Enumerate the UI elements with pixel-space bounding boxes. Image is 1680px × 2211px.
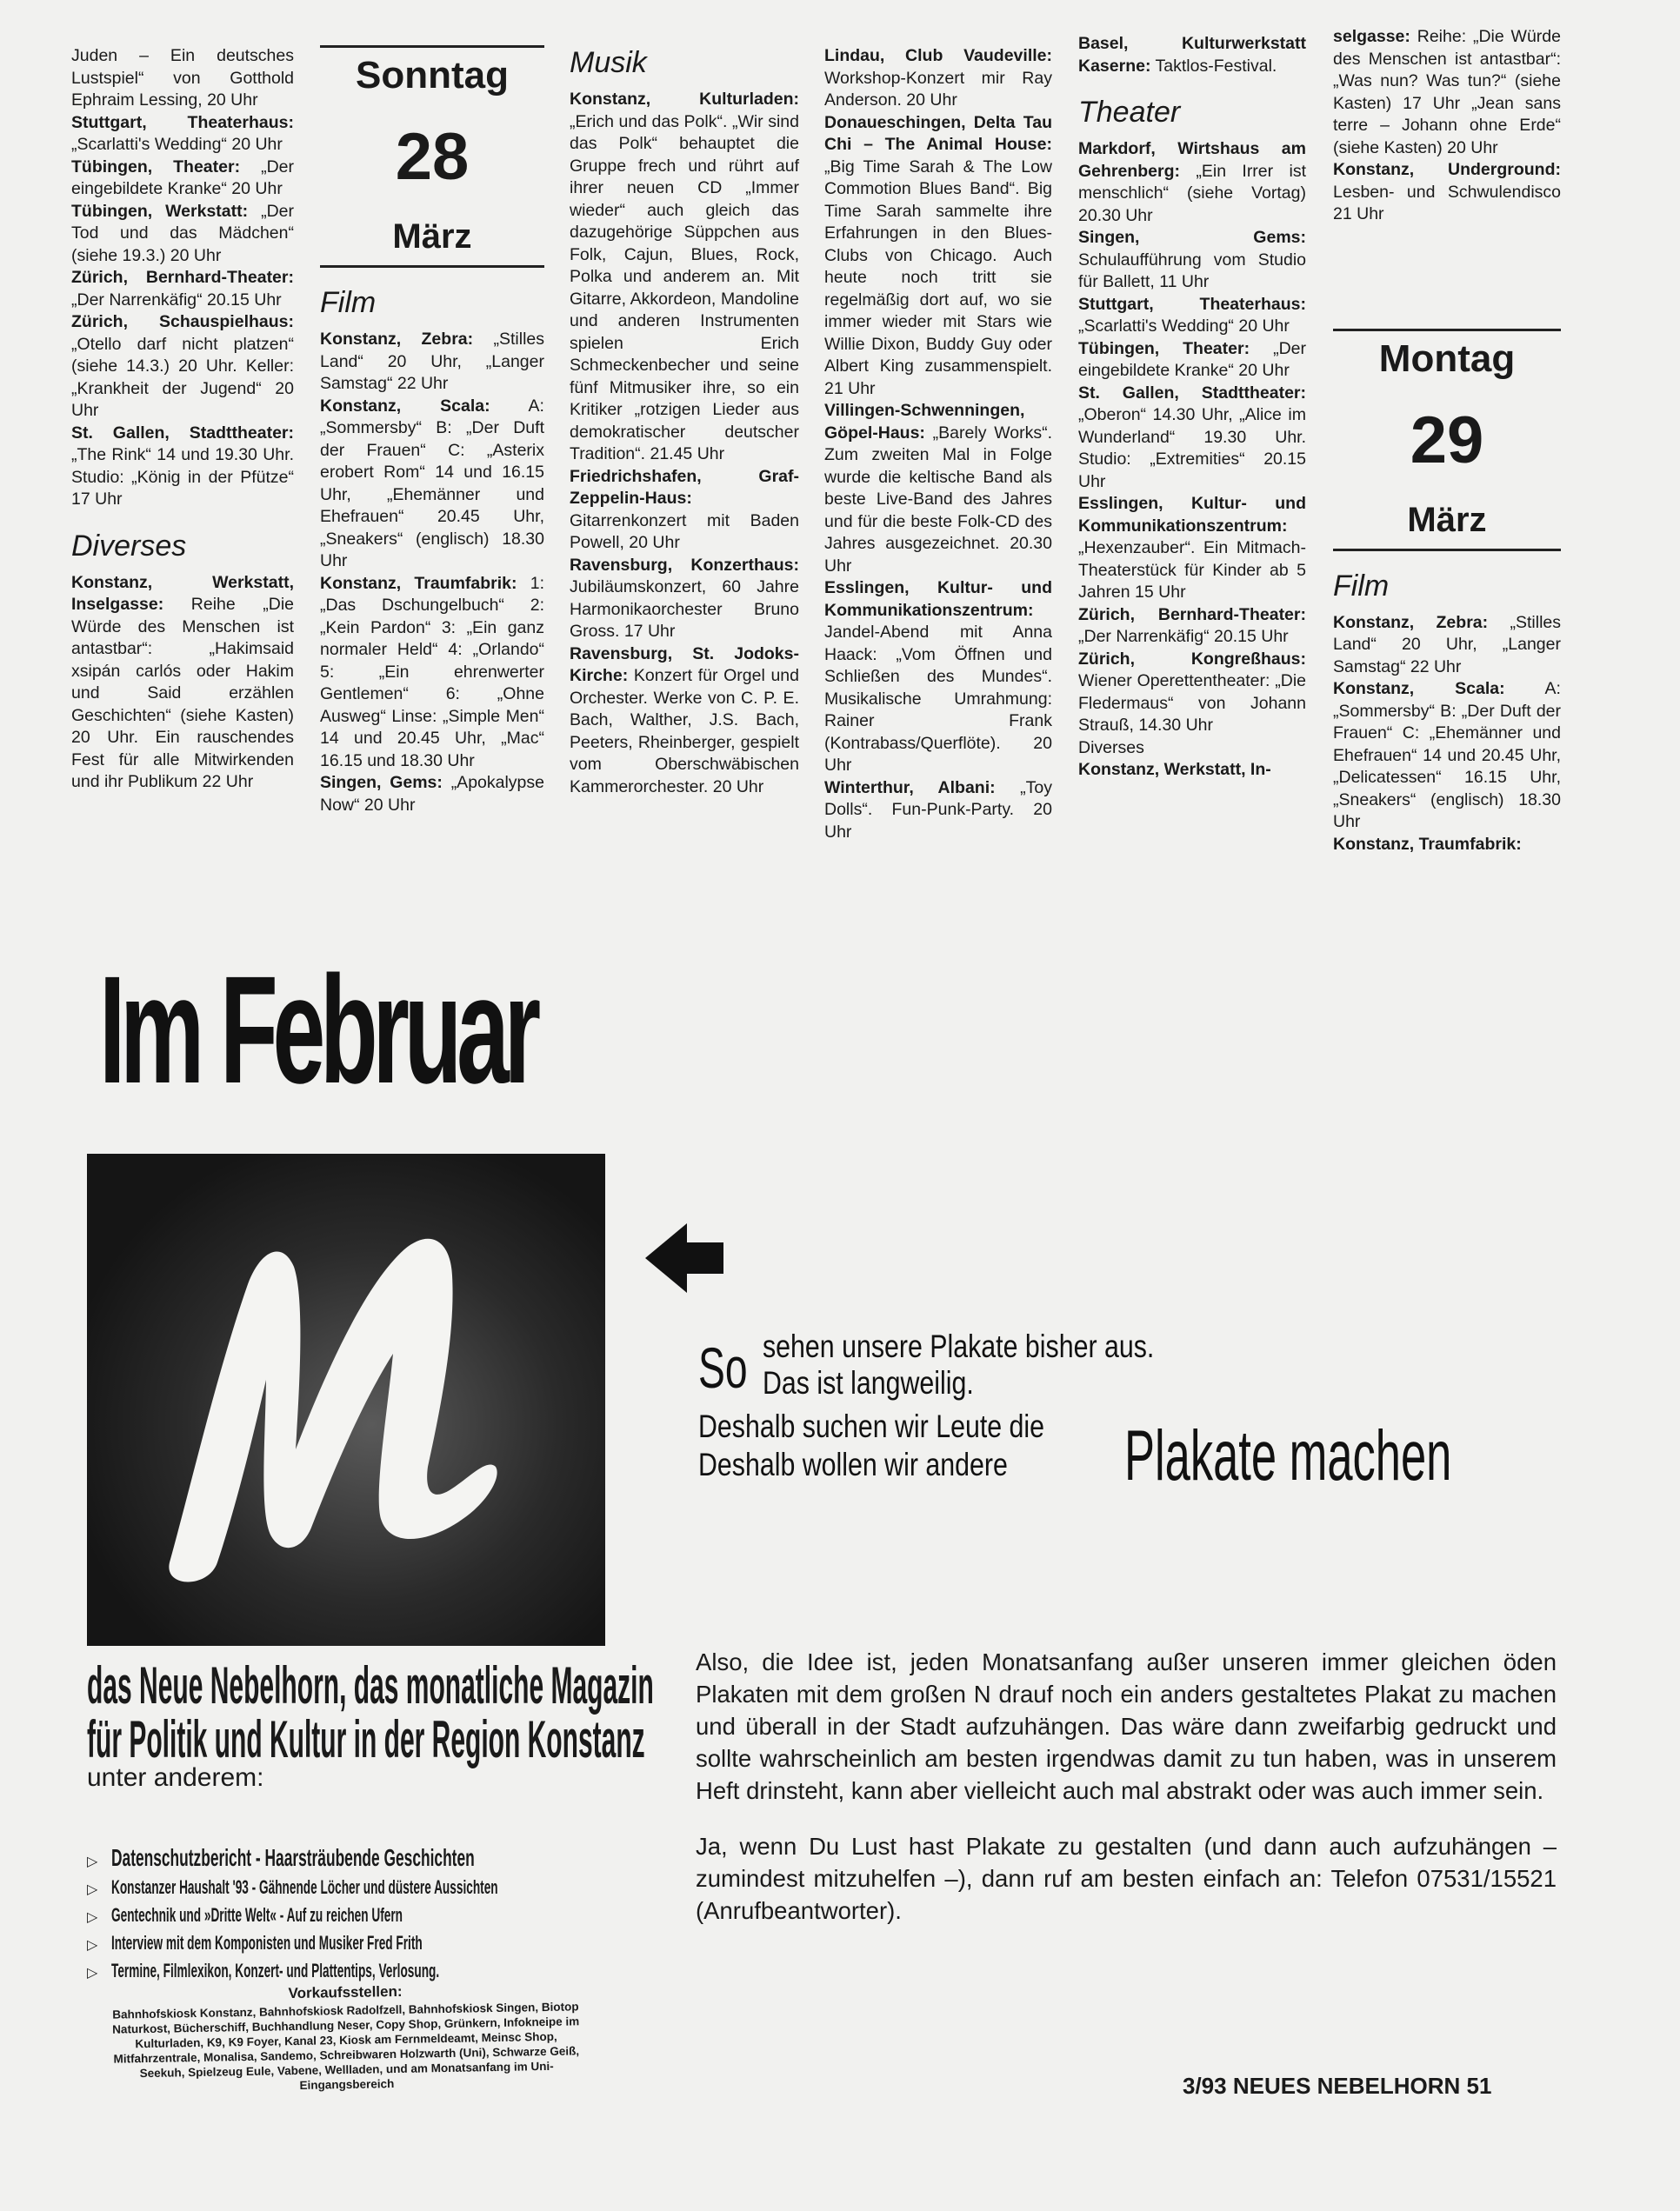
article-text [696,1646,1557,1950]
list-item: ▷ Interview mit dem Komponisten und Musiker Fred Frith [87,1930,626,1958]
listing-entry: Konstanz, Kulturladen: „Erich und das Polk“. „Wir sind das Polk“ behauptet die Gruppe frech und rührt auf ihrer neuen CD „Immer wieder“ auch gleich das dazugehörige Süppchen aus Folk, Cajun, Blues, Rock, Polka und anderem an. Mit Gitarre, Akkordeon, Mandoline und anderen Instrumenten spielen Erich Schmeckenbecher und seine fünf Mitmusiker ihre, so ein Kritiker „rotzigen Lieder aus demokratischer deutscher Tradition“. 21.45 Uhr [570,90,799,463]
sales-points-heading: Vorkaufsstellen: [288,1982,403,2002]
sales-points-list: Bahnhofskiosk Konstanz, Bahnhofskiosk Radolfzell, Bahnhofskiosk Singen, Biotop Naturkost, Bücherschiff, Buchhandlung Neser, Copy Shop, Grünkern, Infokneipe im Kulturladen, K9, K9 Foyer, Kanal 23, Kiosk am Fernmeldeamt, Meinsc Shop, Mitfahrzentrale, Monalisa, Sandemo, Schreibwaren Holzwarth (Uni), Schwarze Geiß, Seekuh, Spielzeug Eule, Vabene, Wellladen, und am Monatsanfang im Uni-Eingangsbereich [112,2000,580,2092]
magazine-subtitle: unter anderem: [87,1763,264,1792]
triangle-bullet-icon: ▷ [87,1882,98,1897]
listing-entry: Konstanz, Werkstatt, In- [1078,760,1271,779]
slogan-line: sehen unsere Plakate bisher aus. [763,1329,1155,1364]
triangle-bullet-icon: ▷ [87,1966,98,1981]
section-heading-diverses: Diverses [71,529,187,563]
listing-entry: Konstanz, Scala: A: „Sommersby“ B: „Der Duft der Frauen“ C: „Ehemänner und Ehefrauen“ 14 und 20.45 Uhr, „Delicatessen“ 16.15 Uhr, „Sneakers“ (englisch) 18.30 Uhr [1333,679,1561,831]
listing-entry: Singen, Gems: Schulaufführung vom Studio für Ballett, 11 Uhr [1078,228,1306,291]
listing-entry: Esslingen, Kultur- und Kommunikationszentrum: Jandel-Abend mit Anna Haack: „Vom Öffnen und Schließen des Mundes“. Musikalische Umrahmung: Rainer Frank (Kontrabass/Querflöte). 20 Uhr [824,578,1052,775]
listing-entry: Zürich, Bernhard-Theater: „Der Narrenkäfig“ 20.15 Uhr [1078,604,1306,646]
month-label: März [392,217,472,256]
slogan-so: So [698,1335,748,1400]
weekday-label: Montag [1378,336,1516,380]
listing-entry: Konstanz, Traumfabrik: 1: „Das Dschungelbuch“ 2: „Kein Pardon“ 3: „Ein ganz normaler Held“ 4: „Orlando“ 5: „Ein ehrenwerter Gentlemen“ 6: „Ohne Ausweg“ Linse: „Simple Men“ 14 und 20.45 Uhr, „Mac“ 16.15 und 18.30 Uhr [320,573,545,770]
listing-entry: Lindau, Club Vaudeville: Workshop-Konzert mir Ray Anderson. 20 Uhr [824,46,1052,110]
listing-entry: Konstanz, Zebra: „Stilles Land“ 20 Uhr, „Langer Samstag“ 22 Uhr [320,330,544,393]
listing-entry: Ravensburg, Konzerthaus: Jubiläumskonzert, 60 Jahre Harmonikaorchester Bruno Gross. 17 Uhr [570,555,799,641]
slogan-big: Plakate machen [1124,1416,1452,1495]
listing-column-4 [824,45,1052,843]
listing-entry: Juden – Ein deutsches Lustspiel“ von Gotthold Ephraim Lessing, 20 Uhr [71,46,294,110]
slogan-line: Das ist langweilig. [763,1365,974,1401]
listing-entry: Konstanz, Traumfabrik: [1333,834,1522,854]
section-heading-musik: Musik [570,46,647,79]
listing-entry: Zürich, Kongreßhaus: Wiener Operettentheater: „Die Fledermaus“ von Johann Strauß, 14.30 Uhr [1078,649,1306,735]
list-item: ▷ Datenschutzbericht - Haarsträubende Geschichten [87,1845,626,1875]
weekday-label: Sonntag [356,54,509,97]
listing-entry: Tübingen, Werkstatt: „Der Tod und das Mädchen“ (siehe 19.3.) 20 Uhr [71,201,294,265]
sales-points [102,1981,590,2096]
list-item: ▷ Gentechnik und »Dritte Welt« - Auf zu reichen Ufern [87,1902,626,1930]
listing-entry: Konstanz, Zebra: „Stilles Land“ 20 Uhr, „Langer Samstag“ 22 Uhr [1333,612,1561,676]
listing-entry: Diverses [1078,737,1144,757]
listing-entry: Singen, Gems: „Apokalypse Now“ 20 Uhr [320,773,544,815]
triangle-bullet-icon: ▷ [87,1910,98,1925]
day-number: 28 [395,120,470,194]
poster-image [87,1154,605,1646]
listing-column-3 [570,45,799,798]
listing-column-5 [1078,33,1306,782]
listing-entry: Winterthur, Albani: „Toy Dolls“. Fun-Punk-Party. 20 Uhr [824,777,1052,842]
article-paragraph: Also, die Idee ist, jeden Monatsanfang außer unseren immer gleichen öden Plakaten mit dem großen N drauf noch ein anders gestaltetes Plakat zu machen und überall in der Stadt aufzuhängen. Das wäre dann zweifarbig gedruckt und sollte wahrscheinlich am besten irgendwas damit zu tun haben, was in unserem Heft drinsteht, kann aber vielleicht auch mal abstrakt oder was auch immer sein. [696,1648,1557,1804]
date-box-monday [1333,329,1561,551]
section-heading-film: Film [320,286,377,319]
list-item: ▷ Konstanzer Haushalt '93 - Gähnende Löcher und düstere Aussichten [87,1875,626,1902]
listing-entry: Stuttgart, Theaterhaus: „Scarlatti's Wedding“ 20 Uhr [71,112,294,154]
date-box-sunday [320,45,544,268]
listing-entry: Konstanz, Underground: Lesben- und Schwulendisco 21 Uhr [1333,160,1561,223]
month-label: März [1407,500,1487,539]
magazine-ad [87,1656,654,1986]
listing-entry: Villingen-Schwenningen, Göpel-Haus: „Barely Works“. Zum zweiten Mal in Folge wurde die keltische Band als beste Live-Band des Jahres und für die beste Folk-CD des Jahres ausgezeichnet. 20.30 Uhr [824,401,1052,576]
section-heading-film: Film [1333,569,1390,603]
list-item: ▷ Termine, Filmlexikon, Konzert- und Plattentips, Verlosung. [87,1958,626,1986]
listing-entry: Friedrichshafen, Graf-Zeppelin-Haus: Gitarrenkonzert mit Baden Powell, 20 Uhr [570,466,799,552]
nebelhorn-n-logo [87,1154,605,1646]
page-footer: 3/93 NEUES NEBELHORN 51 [1183,2073,1492,2099]
slogan-line: Deshalb wollen wir andere [698,1447,1008,1482]
listing-entry: Stuttgart, Theaterhaus: „Scarlatti's Wedding“ 20 Uhr [1078,294,1306,336]
section-heading-theater: Theater [1078,96,1181,129]
magazine-title-line: das Neue Nebelhorn, das monatliche Magazin [87,1656,654,1715]
listing-entry: Markdorf, Wirtshaus am Gehrenberg: „Ein Irrer ist menschlich“ (siehe Vortag) 20.30 Uhr [1078,139,1306,225]
listing-entry: Esslingen, Kultur- und Kommunikationszentrum: „Hexenzauber“. Ein Mitmach-Theaterstück für Kinder ab 5 Jahren 15 Uhr [1078,494,1306,602]
listing-entry: Konstanz, Werkstatt, Inselgasse: Reihe „Die Würde des Menschen ist antastbar“: „Hakimsaid xsipán carlós oder Hakim und Said erzählen Geschichten“ (siehe Kasten) 20 Uhr. Ein rauschendes Fest für alle Mitwirkenden und ihr Publikum 22 Uhr [71,572,294,791]
listing-entry: Zürich, Schauspielhaus: „Otello darf nicht platzen“ (siehe 14.3.) 20 Uhr. Keller: „Krankheit der Jugend“ 20 Uhr [71,312,294,420]
arrow-left-icon [645,1222,723,1295]
listing-entry: Konstanz, Scala: A: „Sommersby“ B: „Der Duft der Frauen“ C: „Asterix erobert Rom“ 14 und 16.15 Uhr, „Ehemänner und Ehefrauen“ 20.45 Uhr, „Sneakers“ (englisch) 18.30 Uhr [320,396,544,570]
day-number: 29 [1410,403,1484,477]
listing-entry: selgasse: Reihe: „Die Würde des Menschen ist antastbar“: „Was nun? Was tun?“ (siehe Kasten) 17 Uhr „Jean sans terre – Johann ohne Erde“ (siehe Kasten) 20 Uhr [1333,27,1561,157]
contents-list [87,1845,626,1986]
listing-entry: St. Gallen, Stadttheater: „The Rink“ 14 und 19.30 Uhr. Studio: „König in der Pfütze“ 17 Uhr [71,423,294,509]
triangle-bullet-icon: ▷ [87,1855,98,1869]
listing-entry: Ravensburg, St. Jodoks-Kirche: Konzert für Orgel und Orchester. Werke von C. P. E. Bach, Walther, J.S. Bach, Peeters, Rheinberger, gespielt vom Oberschwäbischen Kammerorchester. 20 Uhr [570,643,799,796]
magazine-title-line: für Politik und Kultur in der Region Konstanz [87,1710,645,1768]
listing-entry: Tübingen, Theater: „Der eingebildete Kranke“ 20 Uhr [71,157,294,198]
listing-entry: Tübingen, Theater: „Der eingebildete Kranke“ 20 Uhr [1078,338,1306,380]
ad-headline: Im Februar [99,945,536,1115]
article-paragraph: Ja, wenn Du Lust hast Plakate zu gestalten (und dann auch aufzuhängen – zumindest mitzuhelfen –), dann ruf am besten einfach an: Telefon 07531/15521 (Anrufbeantworter). [696,1833,1557,1924]
listing-column-1 [71,45,294,794]
listing-entry: Basel, Kulturwerkstatt Kaserne: Taktlos-Festival. [1078,34,1306,76]
listing-entry: St. Gallen, Stadttheater: „Oberon“ 14.30 Uhr, „Alice im Wunderland“ 19.30 Uhr. Studio: „Extremities“ 20.15 Uhr [1078,383,1306,491]
triangle-bullet-icon: ▷ [87,1938,98,1953]
listing-column-6 [1333,26,1561,856]
listing-entry: Zürich, Bernhard-Theater: „Der Narrenkäfig“ 20.15 Uhr [71,268,294,310]
slogan-line: Deshalb suchen wir Leute die [698,1409,1045,1444]
listing-entry: Donaueschingen, Delta Tau Chi – The Animal House: „Big Time Sarah & The Low Commotion Blues Band“. Big Time Sarah sammelte ihre Erfahrungen in den Blues-Clubs von Chicago. Auch heute noch tritt sie regelmäßig dort auf, wo sie immer wieder mit Stars wie Willie Dixon, Buddy Guy oder Albert King zusammenspielt. 21 Uhr [824,112,1052,398]
listing-column-2 [320,45,544,816]
